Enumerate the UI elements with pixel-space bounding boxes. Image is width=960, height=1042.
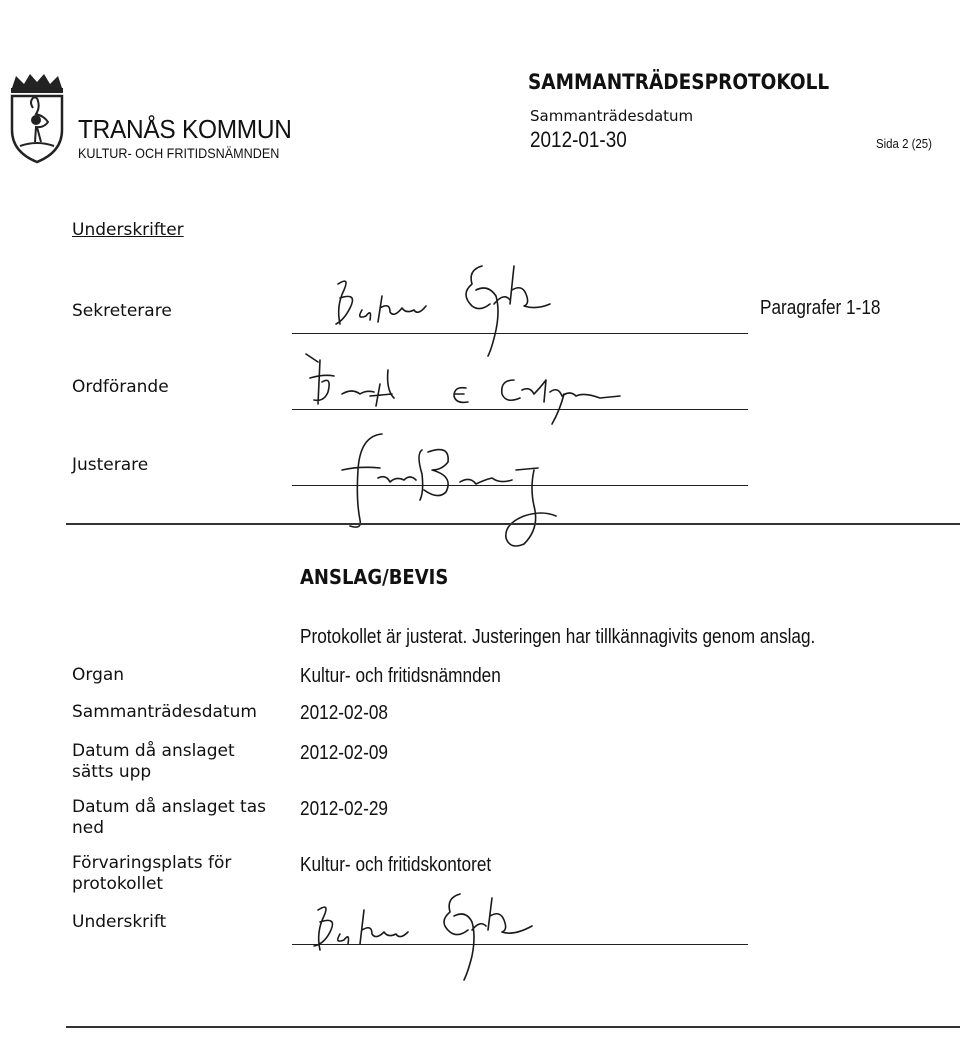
label-organ: Organ (72, 665, 125, 685)
value-posted-date: 2012-02-09 (300, 742, 388, 764)
notice-statement: Protokollet är justerat. Justeringen har tillkännagivits genom anslag. (300, 626, 816, 648)
signature-chairman (300, 350, 640, 430)
municipal-crest (6, 72, 68, 164)
committee-name: KULTUR- OCH FRITIDSNÄMNDEN (78, 145, 280, 161)
value-organ: Kultur- och fritidsnämnden (300, 665, 501, 687)
page-number: Sida 2 (25) (876, 136, 932, 151)
signature-secretary (300, 250, 600, 360)
label-signature: Underskrift (72, 912, 167, 932)
value-removed-date: 2012-02-29 (300, 798, 388, 820)
section-divider (66, 523, 960, 525)
value-storage-place: Kultur- och fritidskontoret (300, 854, 492, 876)
role-chairman: Ordförande (72, 377, 169, 397)
document-type: SAMMANTRÄDESPROTOKOLL (528, 70, 830, 94)
signatures-heading: Underskrifter (72, 220, 184, 240)
label-storage-place (72, 853, 231, 895)
paragraphs-range: Paragrafer 1-18 (760, 297, 881, 319)
label-storage-place-line1: Förvaringsplats för (72, 853, 232, 873)
label-removed-date-line2: ned (72, 818, 105, 838)
value-meeting-date: 2012-02-08 (300, 702, 388, 724)
label-posted-date (72, 741, 235, 783)
signature-adjuster (320, 430, 600, 560)
footer-divider (66, 1026, 960, 1028)
label-meeting-date: Sammanträdesdatum (72, 702, 257, 722)
label-posted-date-line1: Datum då anslaget (72, 741, 235, 761)
label-posted-date-line2: sätts upp (72, 762, 152, 782)
label-removed-date-line1: Datum då anslaget tas (72, 797, 266, 817)
label-storage-place-line2: protokollet (72, 874, 164, 894)
label-removed-date (72, 797, 266, 839)
municipality-name: TRANÅS KOMMUN (78, 114, 292, 144)
role-secretary: Sekreterare (72, 301, 172, 321)
meeting-date-label: Sammanträdesdatum (530, 107, 694, 125)
signature-notice (296, 880, 576, 990)
notice-title: ANSLAG/BEVIS (300, 565, 449, 589)
role-adjuster: Justerare (72, 455, 149, 475)
meeting-date: 2012-01-30 (530, 127, 627, 152)
